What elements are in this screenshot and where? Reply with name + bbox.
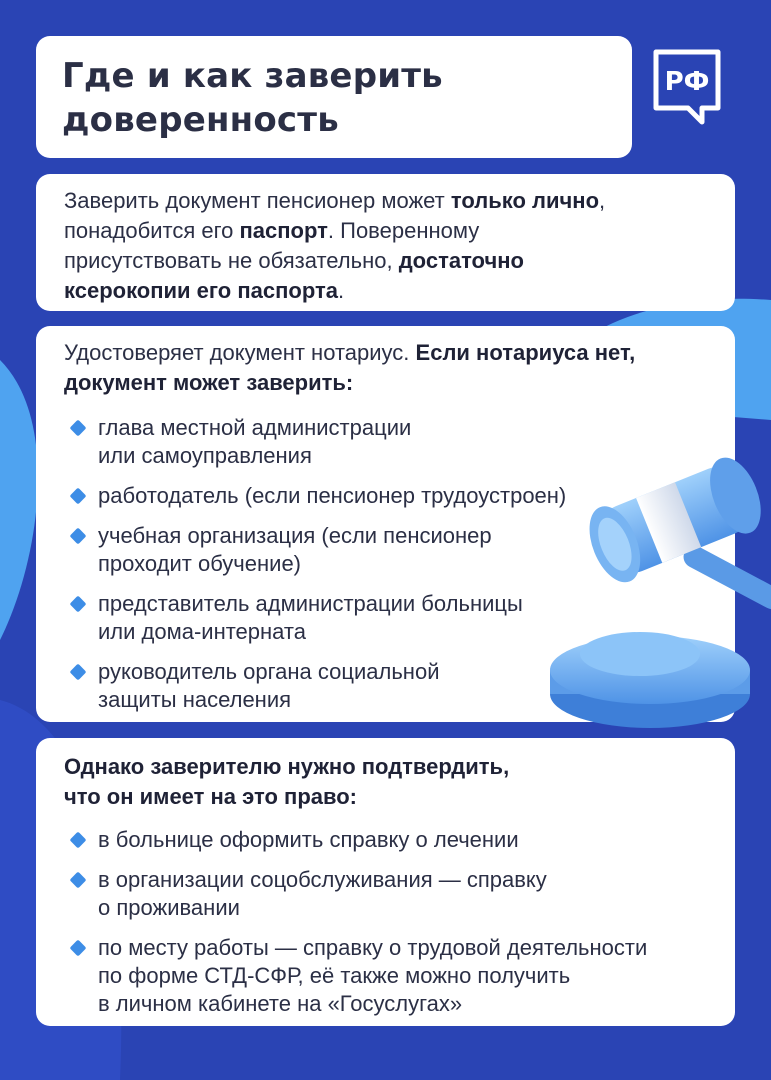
intro-text-5: присутствовать не обязательно,: [64, 248, 399, 273]
confirm-list: [64, 826, 707, 1018]
intro-card: [36, 174, 735, 311]
diamond-bullet-icon: [70, 940, 87, 957]
intro-text-6: .: [337, 278, 345, 303]
diamond-bullet-icon: [70, 528, 87, 545]
list-item-line: в личном кабинете на «Госуслугах»: [98, 991, 463, 1016]
list-item-line: представитель администрации больницы: [98, 591, 523, 616]
page-title-line2: доверенность: [62, 100, 339, 140]
diamond-bullet-icon: [70, 596, 87, 613]
list-item: [64, 934, 707, 1018]
intro-bold-3: достаточно: [398, 248, 524, 273]
list-item-line: работодатель (если пенсионер трудоустроен): [98, 483, 567, 508]
page-title: [62, 54, 606, 142]
notary-intro: [64, 338, 707, 398]
gavel-illustration: [540, 432, 771, 732]
diamond-bullet-icon: [70, 832, 87, 849]
confirm-heading: [64, 752, 707, 812]
list-item-line: защиты населения: [98, 687, 292, 712]
list-item-line: по месту работы — справку о трудовой деятельности: [98, 935, 648, 960]
notary-bold-1: Если нотариуса нет,: [415, 340, 636, 365]
list-item: [64, 826, 707, 854]
diamond-bullet-icon: [70, 872, 87, 889]
list-item-line: проходит обучение): [98, 551, 302, 576]
list-item-line: глава местной администрации: [98, 415, 412, 440]
notary-bold-2: документ может заверить:: [64, 370, 354, 395]
diamond-bullet-icon: [70, 664, 87, 681]
list-item-line: в больнице оформить справку о лечении: [98, 827, 519, 852]
logo-text: РФ: [664, 67, 710, 97]
intro-bold-1: только лично: [450, 188, 600, 213]
intro-text-4: . Поверенному: [327, 218, 480, 243]
intro-text-1: Заверить документ пенсионер может: [64, 188, 451, 213]
list-item-line: или самоуправления: [98, 443, 312, 468]
confirm-card: [36, 738, 735, 1026]
intro-bold-4: ксерокопии его паспорта: [64, 278, 338, 303]
intro-paragraph: [64, 186, 707, 306]
confirm-heading-line2: что он имеет на это право:: [64, 784, 358, 809]
list-item-line: или дома-интерната: [98, 619, 306, 644]
list-item-line: о проживании: [98, 895, 240, 920]
page-title-line1: Где и как заверить: [62, 56, 443, 96]
confirm-heading-line1: Однако заверителю нужно подтвердить,: [64, 754, 510, 779]
rf-speech-bubble-logo: [650, 46, 724, 126]
intro-text-2: ,: [599, 188, 606, 213]
title-card: [36, 36, 632, 158]
list-item: [64, 866, 707, 922]
list-item-line: учебная организация (если пенсионер: [98, 523, 492, 548]
list-item-line: руководитель органа социальной: [98, 659, 440, 684]
list-item-line: по форме СТД-СФР, её также можно получить: [98, 963, 571, 988]
diamond-bullet-icon: [70, 488, 87, 505]
list-item-line: в организации соцобслуживания — справку: [98, 867, 547, 892]
notary-text-1: Удостоверяет документ нотариус.: [64, 340, 416, 365]
diamond-bullet-icon: [70, 420, 87, 437]
intro-bold-2: паспорт: [239, 218, 328, 243]
intro-text-3: понадобится его: [64, 218, 240, 243]
